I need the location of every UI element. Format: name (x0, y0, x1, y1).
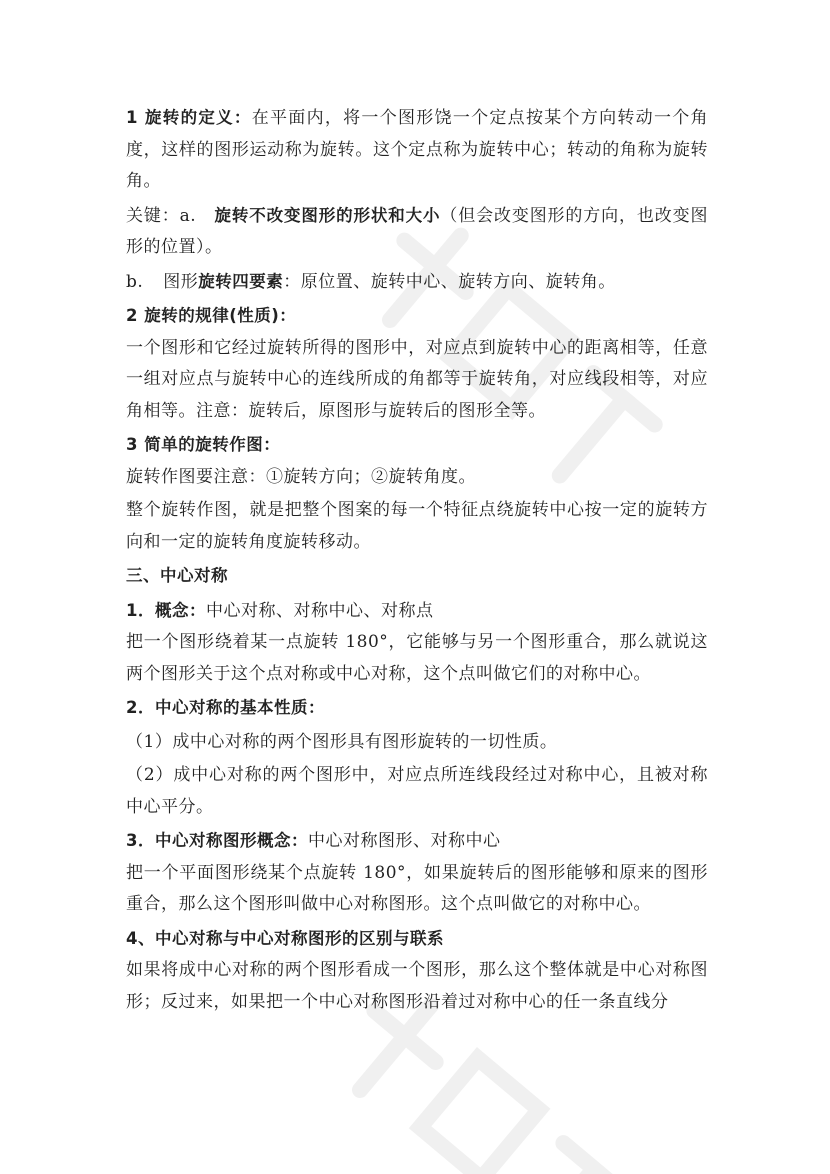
property-2-item-2: （2）成中心对称的两个图形中，对应点所连线段经过对称中心，且被对称中心平分。 (126, 765, 708, 817)
key-label: 关键：a. (126, 205, 197, 226)
section-4-text: 如果将成中心对称的两个图形看成一个图形，那么这个整体就是中心对称图形；反过来，如果把一个中心对称图形沿着过对称中心的任一条直线分 (126, 960, 708, 1012)
document-body (126, 102, 708, 1018)
section-2-heading: 2 旋转的规律(性质)： (126, 306, 297, 325)
key-point-b (126, 266, 708, 299)
concept-3-rest: 中心对称图形、对称中心 (307, 831, 501, 851)
property-2-heading: 2．中心对称的基本性质： (126, 698, 325, 717)
property-2-item-1: （1）成中心对称的两个图形具有图形旋转的一切性质。 (126, 731, 558, 752)
section-2-text: 一个图形和它经过旋转所得的图形中，对应点到旋转中心的距离相等，任意一组对应点与旋转中心的连线所成的角都等于旋转角，对应线段相等，对应角相等。注意：旋转后，原图形与旋转后的图形全等。 (126, 337, 708, 421)
b-label: b. (126, 271, 144, 292)
b-rest: ：原位置、旋转中心、旋转方向、旋转角。 (283, 271, 616, 292)
b-bold: 旋转四要素 (198, 271, 284, 291)
part-3-heading: 三、中心对称 (126, 566, 228, 585)
concept-1-line (126, 595, 708, 628)
concept-1-rest: 中心对称、对称中心、对称点 (205, 600, 434, 621)
section-1-heading: 1 旋转的定义： (126, 108, 252, 127)
concept-3-text: 把一个平面图形绕某个点旋转 180°，如果旋转后的图形能够和原来的图形重合，那么这个图形叫做中心对称图形。这个点叫做它的对称中心。 (126, 862, 708, 914)
section-1-text: 在平面内，将一个图形饶一个定点按某个方向转动一个角度，这样的图形运动称为旋转。这个定点称为旋转中心；转动的角称为旋转角。 (126, 108, 709, 191)
concept-1-heading: 1．概念： (126, 600, 206, 620)
key-bold: 旋转不改变图形的形状和大小 (214, 205, 441, 225)
section-3-text-1: 旋转作图要注意：①旋转方向；②旋转角度。 (126, 466, 476, 487)
concept-3-line (126, 825, 708, 858)
key-rest: （但会改变图形的方向，也改变图形的位置）。 (126, 205, 709, 257)
section-2-heading-line (126, 300, 708, 333)
section-3-text-2: 整个旋转作图，就是把整个图案的每一个特征点绕旋转中心按一定的旋转方向和一定的旋转角度旋转移动。 (126, 500, 708, 552)
section-4-heading: 4、中心对称与中心对称图形的区别与联系 (126, 928, 444, 948)
property-2-heading-line (126, 692, 708, 725)
section-4-heading-line (126, 923, 708, 956)
section-1-definition (126, 102, 708, 198)
concept-3-heading: 3．中心对称图形概念： (126, 831, 308, 850)
concept-1-text: 把一个图形绕着某一点旋转 180°，它能够与另一个图形重合，那么就说这两个图形关于这个点对称或中心对称，这个点叫做它们的对称中心。 (126, 632, 708, 684)
part-3-heading-line (126, 560, 708, 593)
section-3-heading: 3 简单的旋转作图： (126, 435, 281, 454)
b-pre: 图形 (163, 271, 199, 292)
key-point-a (126, 200, 708, 264)
section-3-heading-line (126, 429, 708, 462)
